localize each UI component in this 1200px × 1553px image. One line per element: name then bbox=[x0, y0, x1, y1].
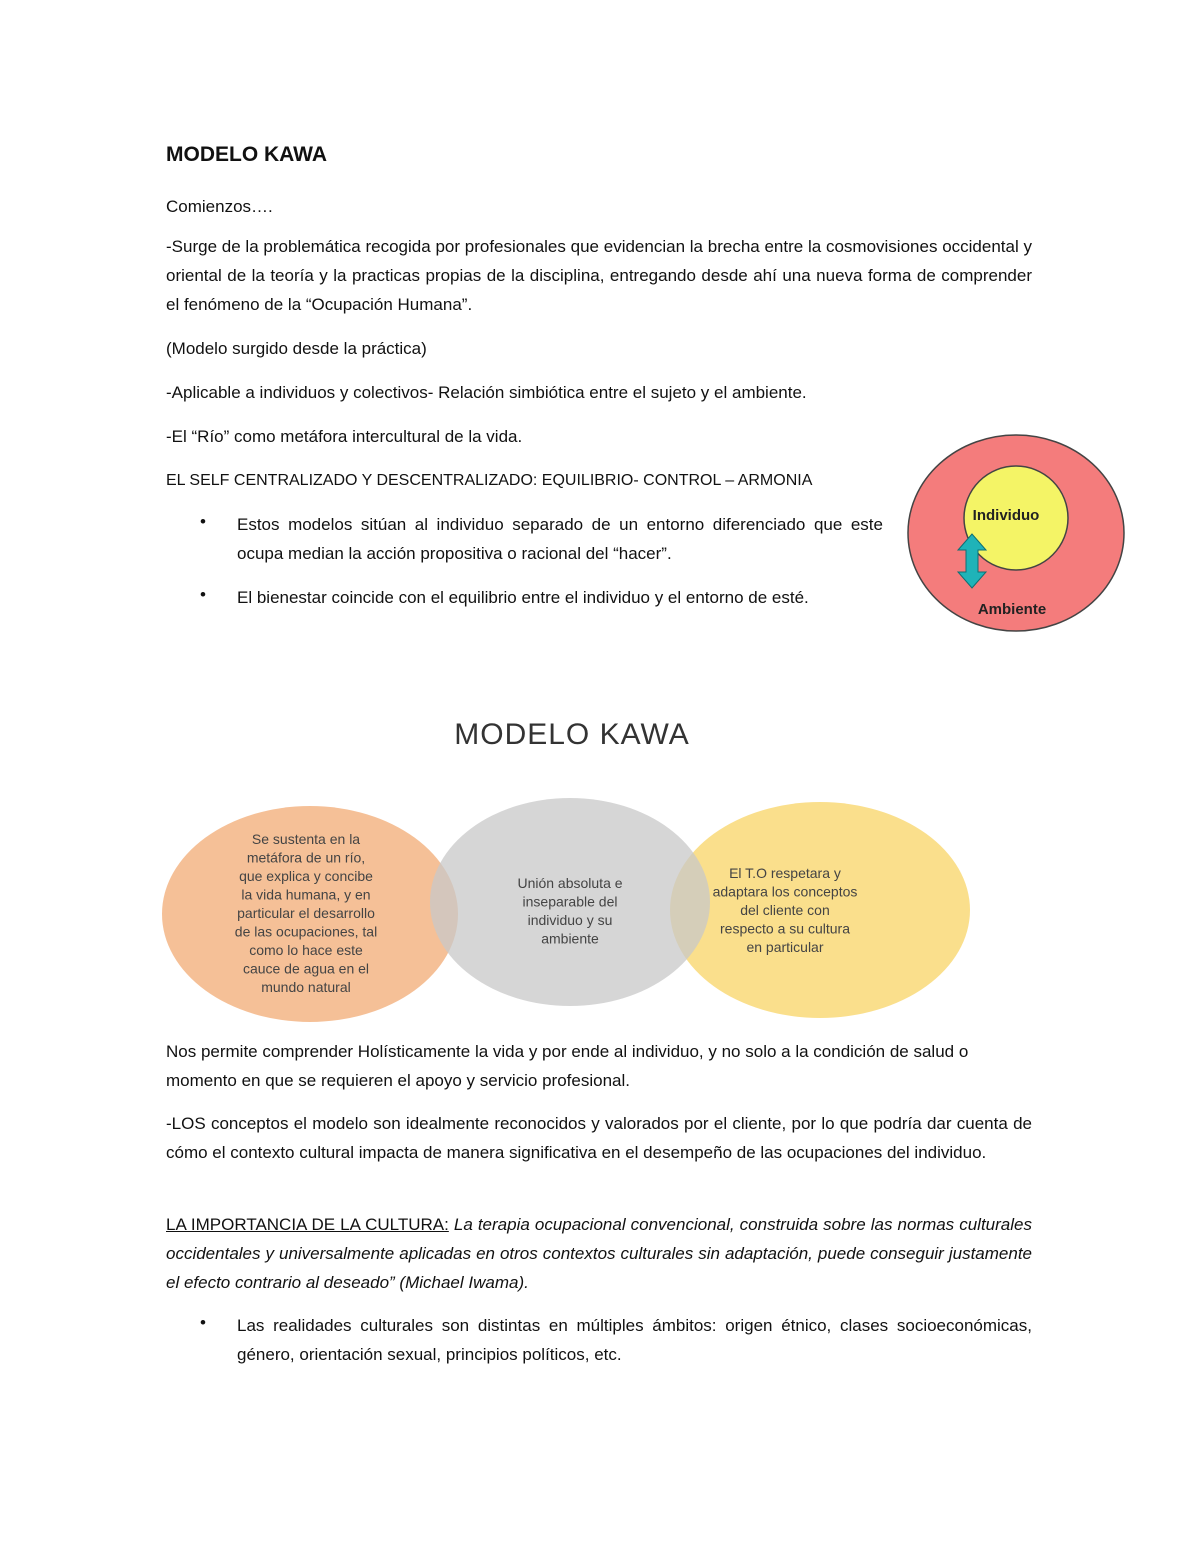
venn-line: de las ocupaciones, tal bbox=[234, 923, 378, 940]
venn-line: como lo hace este bbox=[249, 942, 363, 958]
paragraph-holistic: Nos permite comprender Holísticamente la vida y por ende al individuo, y no solo a la condición de salud o momento en que se requieren el apoyo y servicio profesional. bbox=[166, 1042, 969, 1090]
venn-line: inseparable del bbox=[522, 893, 618, 910]
ambiente-label: Ambiente bbox=[977, 601, 1047, 618]
bullet-culture-1: Las realidades culturales son distintas en múltiples ámbitos: origen étnico, clases socioeconómicas, género, orientación sexual, principios políticos, etc. bbox=[237, 1316, 1032, 1364]
intro-text: Comienzos…. bbox=[166, 197, 273, 216]
venn-line: cauce de agua en el bbox=[242, 960, 370, 977]
venn-line: ambiente bbox=[541, 930, 599, 947]
page-title: MODELO KAWA bbox=[166, 143, 327, 166]
venn-line: en particular bbox=[746, 939, 824, 955]
paragraph-river: -El “Río” como metáfora intercultural de la vida. bbox=[166, 427, 523, 446]
venn-line: adaptara los conceptos bbox=[712, 883, 858, 900]
paragraph-origin: -Surge de la problemática recogida por profesionales que evidencian la brecha entre la cosmovisiones occidental y oriental de la teoría y la practicas propias de la disciplina, entregando desde ahí una nueva forma de comprender el fenómeno de la “Ocupación Humana”. bbox=[166, 237, 1032, 314]
venn-line: Unión absoluta e bbox=[517, 875, 623, 891]
bullet-marker: • bbox=[200, 585, 206, 604]
venn-line: mundo natural bbox=[261, 979, 351, 995]
paragraph-applicable: -Aplicable a individuos y colectivos- Relación simbiótica entre el sujeto y el ambiente. bbox=[166, 383, 807, 402]
paragraph-concepts: -LOS conceptos el modelo son idealmente reconocidos y valorados por el cliente, por lo que podría dar cuenta de cómo el contexto cultural impacta de manera significativa en el desempeño de las ocupaciones del individuo. bbox=[166, 1114, 1032, 1162]
kawa-venn-diagram bbox=[160, 700, 976, 1024]
culture-quote: La terapia ocupacional convencional, construida sobre las normas culturales occidentales y universalmente aplicadas en otros contextos culturales sin adaptación, puede conseguir justamente el efecto contrario al deseado” (Michael Iwama). bbox=[166, 1215, 1032, 1292]
venn-line: que explica y concibe bbox=[239, 868, 373, 884]
bullet-self-2: El bienestar coincide con el equilibrio entre el individuo y el entorno de esté. bbox=[237, 588, 809, 607]
venn-line: individuo y su bbox=[527, 912, 613, 928]
individuo-label: Individuo bbox=[972, 507, 1040, 524]
paragraph-culture bbox=[166, 1210, 1032, 1297]
venn-line: El T.O respetara y bbox=[729, 865, 841, 881]
paragraph-practice: (Modelo surgido desde la práctica) bbox=[166, 339, 427, 358]
venn-line: la vida humana, y en bbox=[241, 886, 371, 903]
venn-title: MODELO KAWA bbox=[454, 718, 690, 751]
bullet-self-1: Estos modelos sitúan al individuo separado de un entorno diferenciado que este ocupa median la acción propositiva o racional del “hacer”. bbox=[237, 515, 883, 563]
venn-line: particular el desarrollo bbox=[237, 905, 375, 921]
bullet-marker: • bbox=[200, 1313, 206, 1332]
bullet-marker: • bbox=[200, 512, 206, 531]
venn-line: respecto a su cultura bbox=[720, 920, 850, 937]
venn-line: metáfora de un río, bbox=[246, 849, 366, 866]
venn-line: Se sustenta en la bbox=[251, 831, 361, 847]
heading-self: EL SELF CENTRALIZADO Y DESCENTRALIZADO: EQUILIBRIO- CONTROL – ARMONIA bbox=[166, 472, 813, 489]
self-diagram bbox=[900, 432, 1146, 642]
venn-line: del cliente con bbox=[740, 902, 830, 918]
venn-left-text bbox=[235, 831, 377, 995]
culture-heading: LA IMPORTANCIA DE LA CULTURA: bbox=[166, 1215, 449, 1234]
